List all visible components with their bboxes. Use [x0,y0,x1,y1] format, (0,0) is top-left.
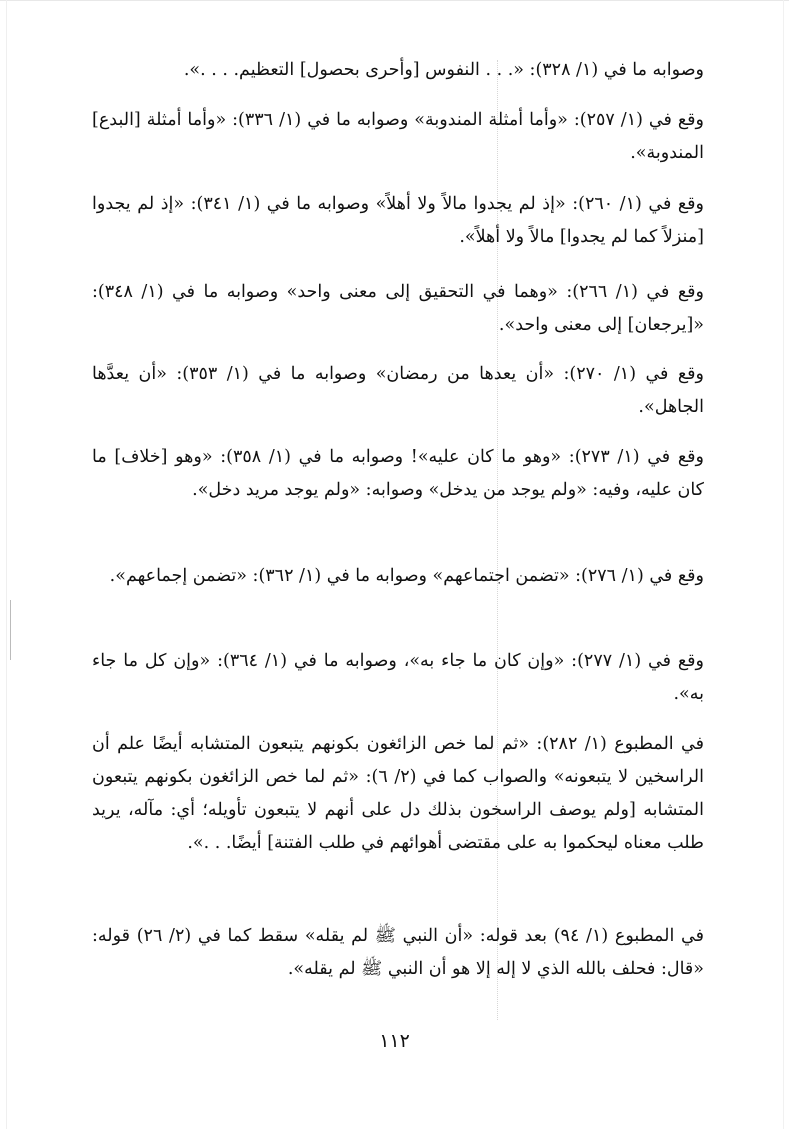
paragraph-4: وقع في (١/ ٢٦٦): «وهما في التحقيق إلى معنى واحد» وصوابه ما في (١/ ٣٤٨): «[يرجعان] إلى معنى واحد». [92,282,704,335]
paragraph-3: وقع في (١/ ٢٦٠): «إذ لم يجدوا مالاً ولا أهلاً» وصوابه ما في (١/ ٣٤١): «إذ لم يجدوا [منزلاً كما لم يجدوا] مالاً ولا أهلاً». [92,194,704,247]
page-top-edge [0,0,789,1]
paragraph-10: في المطبوع (١/ ٩٤) بعد قوله: «أن النبي ﷺ لم يقله» سقط كما في (٢/ ٢٦) قوله: «قال: فحلف بالله الذي لا إله إلا هو أن النبي ﷺ لم يقله». [92,926,704,979]
paragraph-9: في المطبوع (١/ ٢٨٢): «ثم لما خص الزائغون بكونهم يتبعون المتشابه أيضًا علم أن الراسخين لا يتبعونه» والصواب كما في (٢/ ٦): «ثم لما خص الزائغون بكونهم يتبعون المتشابه [ولم يوصف الراسخون بذلك دل على أنهم لا يتبعون تأويله؛ أي: مآله، يريد طلب معناه ليحكموا به على مقتضى أهوائهم في طلب الفتنة] أيضًا. . .». [92,734,704,853]
paragraph-7: وقع في (١/ ٢٧٦): «تضمن اجتماعهم» وصوابه ما في (١/ ٣٦٢): «تضمن إجماعهم». [109,566,704,586]
paragraph-2: وقع في (١/ ٢٥٧): «وأما أمثلة المندوبة» وصوابه ما في (١/ ٣٣٦): «وأما أمثلة [البدع] المندوبة». [92,110,704,163]
paragraph-5: وقع في (١/ ٢٧٠): «أن يعدها من رمضان» وصوابه ما في (١/ ٣٥٣): «أن يعدَّها الجاهل». [92,364,704,417]
page-number: ١١٢ [379,1030,410,1052]
scan-right-edge-mark [783,0,784,1129]
paragraph-1: وصوابه ما في (١/ ٣٢٨): «. . . النفوس [وأحرى بحصول] التعظيم. . . .». [183,60,704,80]
scan-left-edge-mark [6,0,7,1129]
paragraph-6: وقع في (١/ ٢٧٣): «وهو ما كان عليه»! وصوابه ما في (١/ ٣٥٨): «وهو [خلاف] ما كان عليه، وفيه: «ولم يوجد من يدخل» وصوابه: «ولم يوجد مريد دخل». [92,447,704,500]
scan-margin-mark [10,600,11,660]
paragraph-8: وقع في (١/ ٢٧٧): «وإن كان ما جاء به»، وصوابه ما في (١/ ٣٦٤): «وإن كل ما جاء به». [92,651,704,704]
